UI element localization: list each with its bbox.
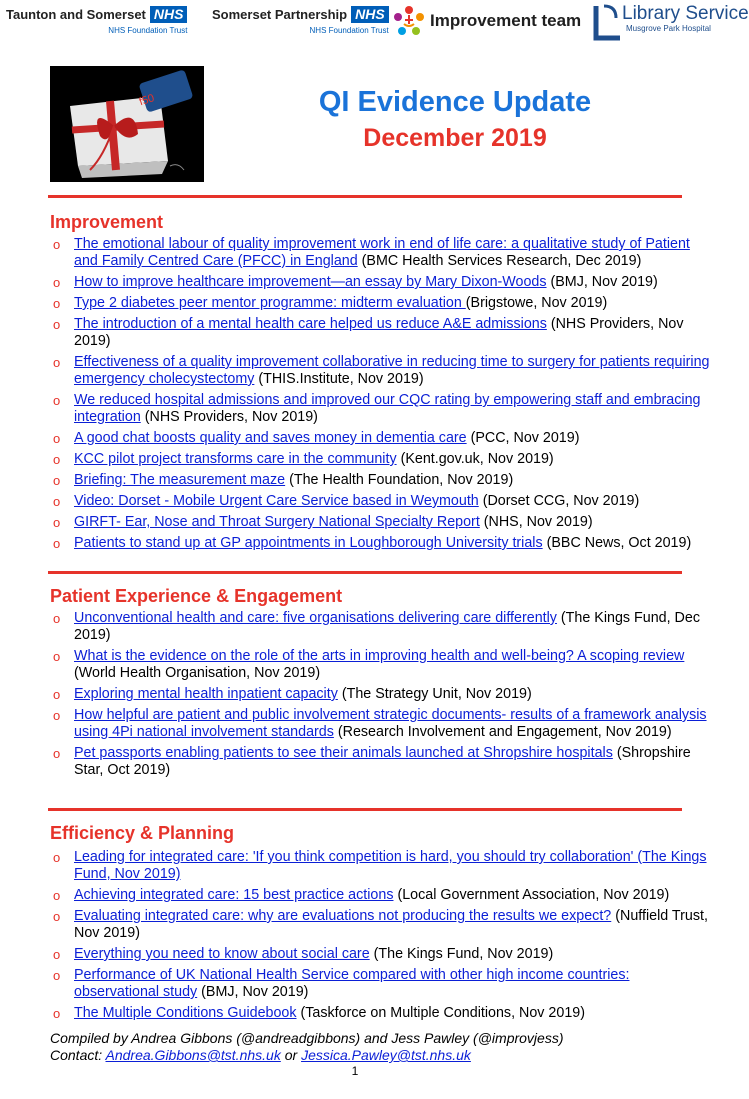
tst-org-name: Taunton and Somerset <box>6 7 146 22</box>
improvement-team-text: Improvement team <box>430 11 582 30</box>
page-title: QI Evidence Update <box>318 86 592 118</box>
bullet-icon: o <box>53 494 61 509</box>
article-link[interactable]: What is the evidence on the role of the arts in improving health and well-being? A scoping review <box>74 648 685 664</box>
list-item <box>50 451 710 468</box>
taunton-somerset-logo <box>6 6 187 35</box>
article-source: (BBC News, Oct 2019) <box>542 535 692 551</box>
bullet-icon: o <box>53 649 61 664</box>
bullet-icon: o <box>53 708 61 723</box>
article-link[interactable]: The emotional labour of quality improvement work in end of life care: a qualitative study of Patient and Family Centred Care (PFCC) in England <box>74 236 690 269</box>
list-item <box>50 967 710 1001</box>
contact-line <box>50 1047 563 1064</box>
list-item <box>50 1005 710 1022</box>
divider <box>48 195 682 198</box>
improvement-team-logo <box>392 4 581 38</box>
tst-subtitle: NHS Foundation Trust <box>108 26 188 35</box>
article-link[interactable]: Briefing: The measurement maze <box>74 472 286 488</box>
bullet-icon: o <box>53 968 61 983</box>
bullet-icon: o <box>53 296 61 311</box>
list-item <box>50 610 710 644</box>
compiled-by: Compiled by Andrea Gibbons (@andreadgibbons) and Jess Pawley (@improvjess) <box>50 1030 564 1046</box>
bullet-icon: o <box>53 746 61 761</box>
article-link[interactable]: Type 2 diabetes peer mentor programme: midterm evaluation <box>74 295 466 311</box>
article-source: (Taskforce on Multiple Conditions, Nov 2019) <box>296 1005 585 1021</box>
article-source: (Shropshire Star, Oct 2019) <box>74 745 691 778</box>
bullet-icon: o <box>53 687 61 702</box>
bullet-icon: o <box>53 611 61 626</box>
article-link[interactable]: We reduced hospital admissions and improved our CQC rating by empowering staff and embracing integration <box>74 392 701 425</box>
list-item <box>50 686 710 703</box>
article-source: (The Kings Fund, Dec 2019) <box>74 610 700 643</box>
list-item <box>50 887 710 904</box>
article-link[interactable]: Video: Dorset - Mobile Urgent Care Service based in Weymouth <box>74 493 479 509</box>
list-item <box>50 316 710 350</box>
article-link[interactable]: How helpful are patient and public involvement strategic documents- results of a framework analysis using 4Pi national involvement standards <box>74 707 707 740</box>
bullet-icon: o <box>53 452 61 467</box>
list-item <box>50 430 710 447</box>
article-link[interactable]: The introduction of a mental health care helped us reduce A&E admissions <box>74 316 547 332</box>
bullet-icon: o <box>53 237 61 252</box>
contact-label: Contact: <box>50 1047 106 1063</box>
article-link[interactable]: Evaluating integrated care: why are evaluations not producing the results we expect? <box>74 908 612 924</box>
article-link[interactable]: Exploring mental health inpatient capacity <box>74 686 338 702</box>
efficiency-list <box>50 849 710 1026</box>
article-source: (Research Involvement and Engagement, Nov 2019) <box>333 724 672 740</box>
article-source: (Kent.gov.uk, Nov 2019) <box>396 451 554 467</box>
article-source: (The Strategy Unit, Nov 2019) <box>337 686 532 702</box>
article-source: (NHS Providers, Nov 2019) <box>140 409 318 425</box>
article-source: (Brigstowe, Nov 2019) <box>465 295 608 311</box>
page-number: 1 <box>351 1064 359 1078</box>
bullet-icon: o <box>53 536 61 551</box>
divider <box>48 571 682 574</box>
bullet-icon: o <box>53 888 61 903</box>
gift-box-illustration <box>50 66 204 182</box>
list-item <box>50 648 710 682</box>
email-link-andrea[interactable]: Andrea.Gibbons@tst.nhs.uk <box>105 1047 281 1063</box>
email-link-jessica[interactable]: Jessica.Pawley@tst.nhs.uk <box>301 1047 471 1063</box>
list-item <box>50 472 710 489</box>
page-subtitle: December 2019 <box>363 124 547 152</box>
article-source: (Local Government Association, Nov 2019) <box>393 887 670 903</box>
sp-org-name: Somerset Partnership <box>212 7 348 22</box>
article-source: (The Health Foundation, Nov 2019) <box>285 472 514 488</box>
article-link[interactable]: How to improve healthcare improvement—an essay by Mary Dixon-Woods <box>74 274 547 290</box>
list-item <box>50 392 710 426</box>
article-link[interactable]: GIRFT- Ear, Nose and Throat Surgery National Specialty Report <box>74 514 480 530</box>
article-source: (THIS.Institute, Nov 2019) <box>254 371 424 387</box>
bullet-icon: o <box>53 355 61 370</box>
bullet-icon: o <box>53 393 61 408</box>
nhs-logo: NHS <box>351 6 389 23</box>
article-source: (The Kings Fund, Nov 2019) <box>369 946 554 962</box>
list-item <box>50 745 710 779</box>
list-item <box>50 514 710 531</box>
list-item <box>50 493 710 510</box>
article-link[interactable]: Achieving integrated care: 15 best practice actions <box>74 887 394 903</box>
svg-text:f50: f50 <box>137 92 156 109</box>
article-source: (Dorset CCG, Nov 2019) <box>478 493 640 509</box>
logo-bar <box>0 0 749 50</box>
bullet-icon: o <box>53 1006 61 1021</box>
improvement-list <box>50 236 710 556</box>
list-item <box>50 274 710 291</box>
article-link[interactable]: KCC pilot project transforms care in the community <box>74 451 397 467</box>
article-link[interactable]: Unconventional health and care: five organisations delivering care differently <box>74 610 557 626</box>
bullet-icon: o <box>53 515 61 530</box>
section-heading-efficiency: Efficiency & Planning <box>50 823 235 843</box>
list-item <box>50 354 710 388</box>
footer <box>50 1030 563 1064</box>
library-logo-icon <box>592 4 622 42</box>
divider <box>48 808 682 811</box>
people-circle-icon <box>392 4 426 38</box>
sp-subtitle: NHS Foundation Trust <box>309 26 389 35</box>
bullet-icon: o <box>53 317 61 332</box>
article-link[interactable]: A good chat boosts quality and saves money in dementia care <box>74 430 467 446</box>
bullet-icon: o <box>53 947 61 962</box>
somerset-partnership-logo <box>212 6 389 35</box>
article-source: (NHS Providers, Nov 2019) <box>74 316 684 349</box>
list-item <box>50 236 710 270</box>
bullet-icon: o <box>53 431 61 446</box>
list-item <box>50 295 710 312</box>
bullet-icon: o <box>53 909 61 924</box>
library-service-text: Library Service <box>622 3 749 24</box>
nhs-logo: NHS <box>150 6 188 23</box>
list-item <box>50 946 710 963</box>
bullet-icon: o <box>53 850 61 865</box>
article-source: (BMJ, Nov 2019) <box>546 274 658 290</box>
section-heading-patient-experience: Patient Experience & Engagement <box>50 586 343 606</box>
list-item <box>50 908 710 942</box>
patient-experience-list <box>50 610 710 783</box>
gift-box-image <box>50 66 204 182</box>
article-source: (PCC, Nov 2019) <box>466 430 580 446</box>
article-link[interactable]: Everything you need to know about social care <box>74 946 370 962</box>
article-link[interactable]: Leading for integrated care: 'If you think competition is hard, you should try collaboration' (The Kings Fund, Nov 2019) <box>74 849 707 882</box>
library-subtext: Musgrove Park Hospital <box>626 24 711 33</box>
list-item <box>50 849 710 883</box>
article-source: (NHS, Nov 2019) <box>479 514 593 530</box>
article-link[interactable]: Patients to stand up at GP appointments in Loughborough University trials <box>74 535 543 551</box>
article-link[interactable]: Performance of UK National Health Service compared with other high income countries: observational study <box>74 967 630 1000</box>
bullet-icon: o <box>53 473 61 488</box>
library-service-logo <box>592 4 749 42</box>
list-item <box>50 535 710 552</box>
article-source: (Nuffield Trust, Nov 2019) <box>74 908 708 941</box>
article-source: (BMJ, Nov 2019) <box>197 984 309 1000</box>
article-link[interactable]: Pet passports enabling patients to see their animals launched at Shropshire hospitals <box>74 745 613 761</box>
article-source: (BMC Health Services Research, Dec 2019) <box>357 253 642 269</box>
list-item <box>50 707 710 741</box>
bullet-icon: o <box>53 275 61 290</box>
article-link[interactable]: The Multiple Conditions Guidebook <box>74 1005 297 1021</box>
section-heading-improvement: Improvement <box>50 212 164 232</box>
or-text: or <box>280 1047 302 1063</box>
article-source: (World Health Organisation, Nov 2019) <box>74 665 321 681</box>
article-link[interactable]: Effectiveness of a quality improvement collaborative in reducing time to surgery for patients requiring emergency cholecystectomy <box>74 354 710 387</box>
